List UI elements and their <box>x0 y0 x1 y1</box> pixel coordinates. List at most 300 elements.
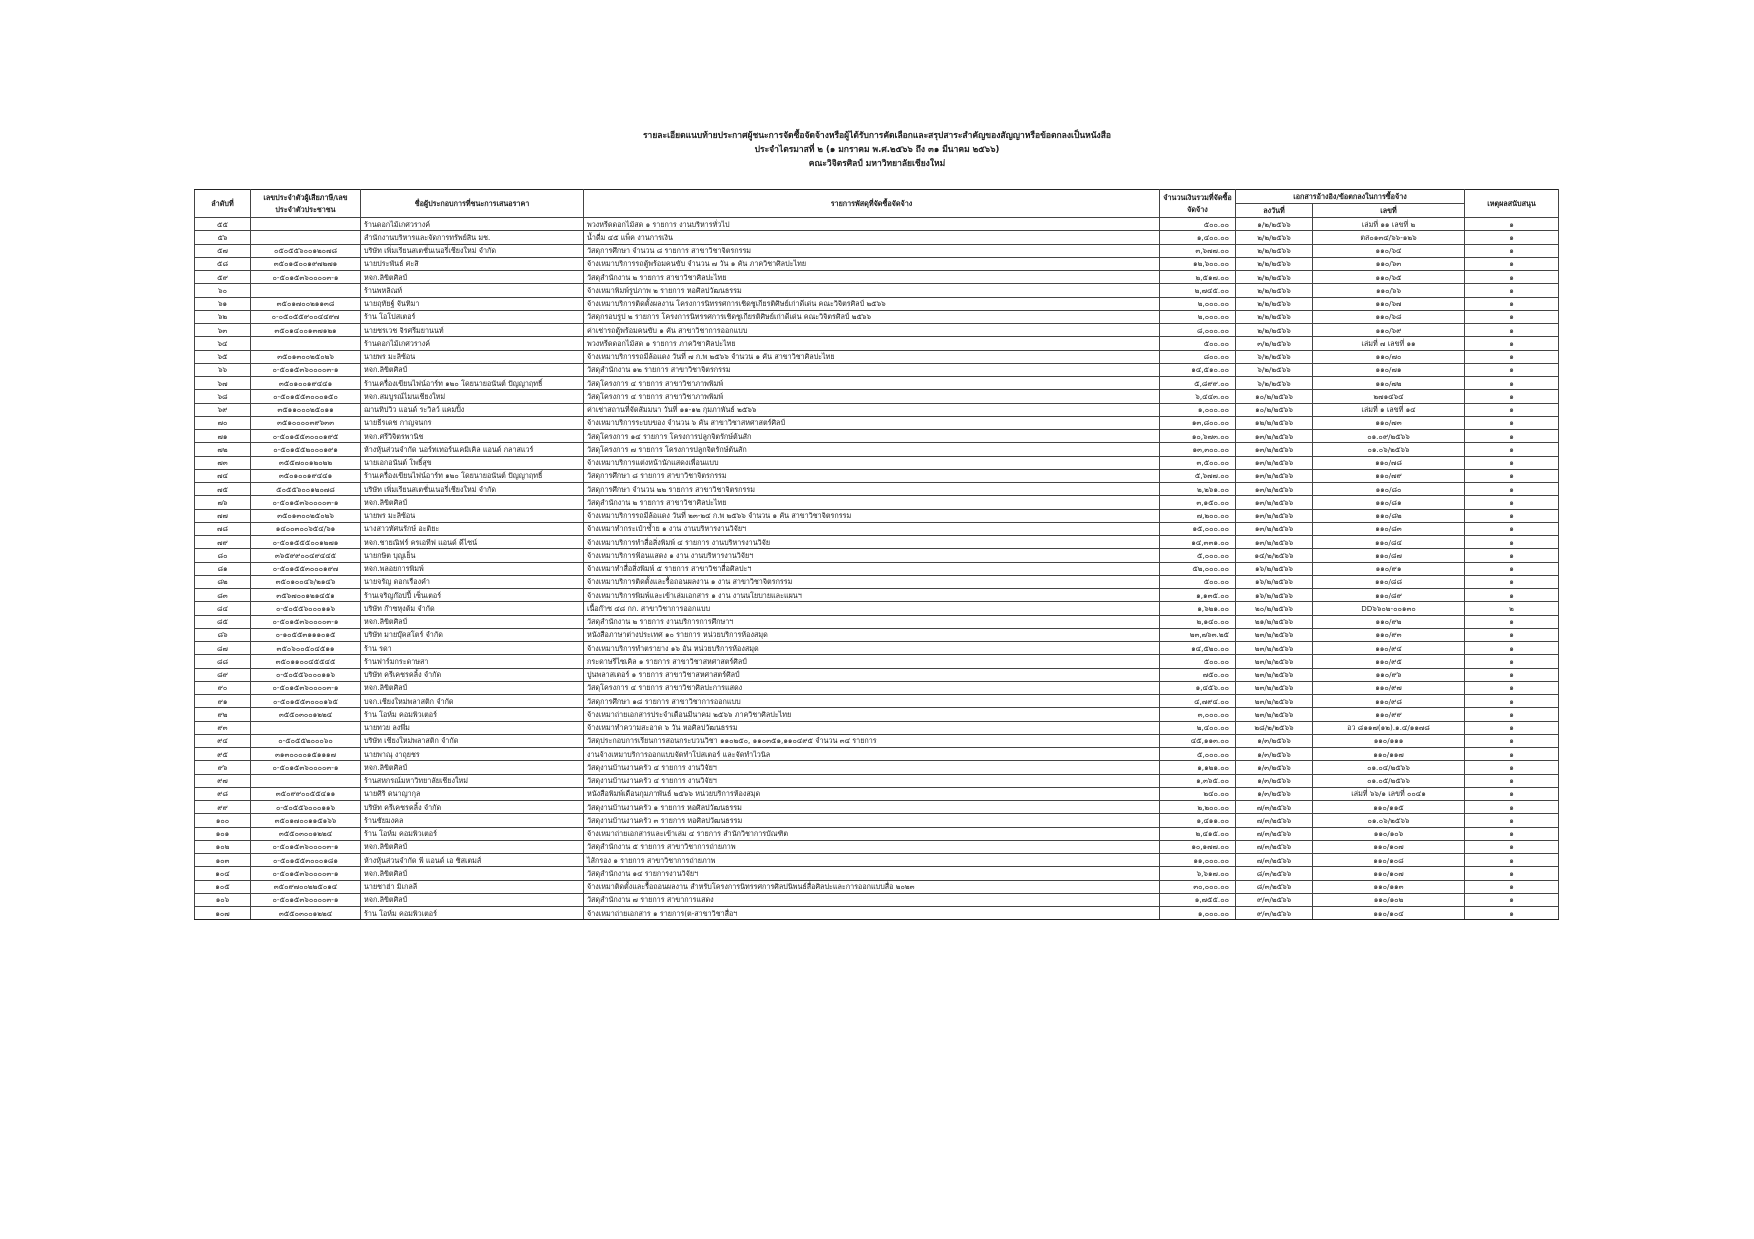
cell-docno: ๑๑๐/๙๗ <box>1313 681 1465 694</box>
cell-vendor: หจก.ลิขิตศิลป์ <box>361 363 584 376</box>
cell-taxid: ๓๕๐๖๐๐๕๐๔๕๑๑ <box>251 642 361 655</box>
cell-no: ๗๘ <box>195 522 251 535</box>
col-header-amount: จำนวนเงินรวมที่จัดซื้อจัดจ้าง <box>1160 190 1236 218</box>
cell-item: จ้างเหมาทำความสะอาด ๖ วัน หอศิลปวัฒนธรรม <box>584 721 1160 734</box>
cell-date: ๑๓/๒/๒๕๖๖ <box>1236 522 1313 535</box>
cell-taxid <box>251 337 361 350</box>
cell-no: ๗๔ <box>195 469 251 482</box>
cell-vendor: บริษัท มายบุ๊คสโตร์ จำกัด <box>361 628 584 641</box>
cell-vendor: ร้านดอกไม้เกศวรางค์ <box>361 337 584 350</box>
cell-date: ๑๐/๒/๒๕๖๖ <box>1236 390 1313 403</box>
document-organization: คณะวิจิตรศิลป์ มหาวิทยาลัยเชียงใหม่ <box>808 159 946 169</box>
cell-amount: ๔,๗๙๔.๐๐ <box>1160 695 1236 708</box>
cell-vendor: หจก.ลิขิตศิลป์ <box>361 840 584 853</box>
cell-amount: ๒,๐๐๐.๐๐ <box>1160 310 1236 323</box>
table-row <box>195 787 1559 800</box>
cell-vendor: ฌานทิปวิว แอนด์ ระวิลว์ แคมปิ้ง <box>361 403 584 416</box>
cell-item: วัสดุโครงการ ๗ รายการ โครงการปลูกจิตรักษ์ต้นสัก <box>584 443 1160 456</box>
cell-date: ๑๓/๒/๒๕๖๖ <box>1236 483 1313 496</box>
cell-taxid: ๓๕๐๑๕๐๐๑๙๗๒๗๑ <box>251 257 361 270</box>
table-row <box>195 708 1559 721</box>
cell-item: วัสดุงานบ้านงานครัว ๓ รายการ หอศิลปวัฒนธรรม <box>584 814 1160 827</box>
table-row <box>195 350 1559 363</box>
cell-item: จ้างเหมาถ่ายเอกสารและเข้าเล่ม ๔ รายการ สำนักวิชาการบัณฑิต <box>584 827 1160 840</box>
cell-vendor: นายทวย ลงพึ่ม <box>361 721 584 734</box>
cell-reason: ๑ <box>1465 509 1559 522</box>
cell-date: ๒๘/๒/๒๕๖๖ <box>1236 721 1313 734</box>
cell-taxid: ๓๕๑๐๐๐๐๓๙๖๓๓ <box>251 416 361 429</box>
cell-no: ๕๕ <box>195 218 251 231</box>
cell-date: ๒๓/๒/๒๕๖๖ <box>1236 708 1313 721</box>
cell-reason: ๑ <box>1465 748 1559 761</box>
table-row <box>195 496 1559 509</box>
cell-taxid: ๐-๑๐๕๕๓๑๑๑๐๑๕ <box>251 628 361 641</box>
cell-vendor: ร้านพหลิณท์ <box>361 284 584 297</box>
cell-reason: ๑ <box>1465 403 1559 416</box>
cell-amount: ๖,๔๔๓.๐๐ <box>1160 390 1236 403</box>
cell-vendor: บริษัท ครีเคชรคลิ้ง จำกัด <box>361 801 584 814</box>
cell-item: จ้างเหมาถ่ายเอกสาร ๑ รายการ(ต-สาขาวิชาสื่อฯ <box>584 907 1160 920</box>
cell-date: ๑๖/๒/๒๕๖๖ <box>1236 589 1313 602</box>
cell-docno: ๑๑๐/๑๐๖ <box>1313 827 1465 840</box>
cell-taxid: ๐-๕๐๑๕๕๓๐๐๐๑๕๐ <box>251 390 361 403</box>
cell-taxid: ๓๕๐๑๐๐๑๙๔๔๑ <box>251 469 361 482</box>
cell-reason: ๑ <box>1465 549 1559 562</box>
cell-reason: ๑ <box>1465 761 1559 774</box>
cell-date: ๒/๒/๒๕๖๖ <box>1236 324 1313 337</box>
cell-no: ๕๙ <box>195 271 251 284</box>
table-row <box>195 761 1559 774</box>
cell-item: วัสดุโครงการ ๔ รายการ สาขาวิชาศิลปะการแสดง <box>584 681 1160 694</box>
cell-amount: ๓๐,๐๐๐.๐๐ <box>1160 880 1236 893</box>
cell-vendor: หจก.สมบูรณ์ไมนเชียงใหม่ <box>361 390 584 403</box>
cell-amount: ๑,๑๒๑.๐๐ <box>1160 761 1236 774</box>
cell-no: ๙๓ <box>195 721 251 734</box>
cell-docno: ๑๑๐/๘๙ <box>1313 589 1465 602</box>
cell-vendor: ร้าน โอโปสเตอร์ <box>361 310 584 323</box>
col-header-vendor: ชื่อผู้ประกอบการที่ชนะการเสนอราคา <box>361 190 584 218</box>
cell-taxid: ๓๕๐๑๓๐๐๒๕๐๒๖ <box>251 350 361 363</box>
cell-vendor: หจก.ลิขิตศิลป์ <box>361 681 584 694</box>
cell-no: ๗๗ <box>195 509 251 522</box>
cell-taxid: ๓๕๐๑๐๐๑๙๔๔๑ <box>251 377 361 390</box>
cell-reason: ๑ <box>1465 655 1559 668</box>
cell-date: ๒๓/๒/๒๕๖๖ <box>1236 695 1313 708</box>
cell-docno: ๑๑๐/๙๑ <box>1313 562 1465 575</box>
cell-docno: ๒๗๑๔๖๔ <box>1313 390 1465 403</box>
cell-taxid: ๕๐๕๕๖๐๐๑๒๐๗๘ <box>251 483 361 496</box>
cell-docno: ๑๑๐/๘๓ <box>1313 522 1465 535</box>
cell-reason: ๑ <box>1465 244 1559 257</box>
cell-no: ๙๕ <box>195 748 251 761</box>
cell-taxid: ๓๕๑๑๐๐๐๒๕๐๑๑ <box>251 403 361 416</box>
cell-taxid: ๓๕๕๗๐๐๑๒๐๒๒ <box>251 456 361 469</box>
cell-vendor: ร้านดอกไม้เกศวรางค์ <box>361 218 584 231</box>
cell-reason: ๑ <box>1465 363 1559 376</box>
cell-amount: ๖,๖๑๗.๐๐ <box>1160 867 1236 880</box>
cell-vendor: หจก.พลอยการพิมพ์ <box>361 562 584 575</box>
cell-taxid <box>251 721 361 734</box>
cell-taxid: ๐-๕๐๕๕๒๐๐๐๖๐ <box>251 734 361 747</box>
cell-item: จ้างเหมาบริการทำสื่อสิ่งพิมพ์ ๔ รายการ งานบริหารงานวิจัย <box>584 536 1160 549</box>
table-row <box>195 642 1559 655</box>
cell-no: ๖๘ <box>195 390 251 403</box>
cell-date: ๓/๒/๒๕๖๖ <box>1236 337 1313 350</box>
document-title-block <box>0 129 1754 171</box>
cell-amount: ๒๔๐.๐๐ <box>1160 787 1236 800</box>
cell-date: ๑/๓/๒๕๖๖ <box>1236 787 1313 800</box>
cell-date: ๑๓/๒/๒๕๖๖ <box>1236 430 1313 443</box>
table-row <box>195 801 1559 814</box>
cell-item: จ้างเหมาบริการรถตู้พร้อมคนขับ จำนวน ๗ วัน ๑ คัน ภาควิชาศิลปะไทย <box>584 257 1160 270</box>
cell-amount: ๑๕,๐๐๐.๐๐ <box>1160 522 1236 535</box>
cell-vendor: บริษัท เชียงใหม่พลาสติก จำกัด <box>361 734 584 747</box>
cell-vendor: บริษัท เพิ่มเรียนสเตชั่นเนอรี่เชียงใหม่ จำกัด <box>361 483 584 496</box>
cell-docno: ๑๑๐/๘๔ <box>1313 536 1465 549</box>
cell-reason: ๑ <box>1465 774 1559 787</box>
cell-vendor: นายฤทัยฐ์ จันทิมา <box>361 297 584 310</box>
cell-amount: ๕,๐๐๐.๐๐ <box>1160 549 1236 562</box>
cell-amount: ๑,๖๒๑.๐๐ <box>1160 602 1236 615</box>
cell-reason: ๑ <box>1465 642 1559 655</box>
cell-no: ๗๑ <box>195 430 251 443</box>
cell-taxid: ๐-๕๐๑๕๓๖๐๐๐๐๓-๑ <box>251 496 361 509</box>
cell-date: ๑๓/๒/๒๕๖๖ <box>1236 509 1313 522</box>
cell-taxid: ๐-๕๐๑๕๓๖๐๐๐๐๓-๑ <box>251 615 361 628</box>
cell-reason: ๑ <box>1465 416 1559 429</box>
cell-item: จ้างเหมาถ่ายเอกสารประจำเดือนมีนาคม ๒๕๖๖ ภาควิชาศิลปะไทย <box>584 708 1160 721</box>
cell-taxid: ๐-๕๐๕๕๖๐๐๐๑๑๖ <box>251 801 361 814</box>
cell-vendor: หจก.ลิขิตศิลป์ <box>361 496 584 509</box>
cell-no: ๖๙ <box>195 403 251 416</box>
cell-taxid: ๐-๕๐๑๕๓๖๐๐๐๐๓-๑ <box>251 867 361 880</box>
cell-date: ๖/๒/๒๕๖๖ <box>1236 377 1313 390</box>
table-body <box>195 218 1559 920</box>
cell-reason: ๑ <box>1465 257 1559 270</box>
cell-reason: ๑ <box>1465 575 1559 588</box>
cell-reason: ๑ <box>1465 522 1559 535</box>
cell-no: ๙๙ <box>195 801 251 814</box>
cell-taxid: ๓๕๐๙๗๐๐๒๒๕๐๑๔ <box>251 880 361 893</box>
cell-item: วัสดุสำนักงาน ๕ รายการ สาขาวิชาการถ่ายภาพ <box>584 840 1160 853</box>
cell-date: ๗/๓/๒๕๖๖ <box>1236 854 1313 867</box>
cell-amount: ๑,๓๖๕.๐๐ <box>1160 774 1236 787</box>
cell-docno: ๑๑๐/๖๘ <box>1313 310 1465 323</box>
cell-item: จ้างเหมาพิมพ์รูปภาพ ๒ รายการ หอศิลปวัฒนธรรม <box>584 284 1160 297</box>
cell-no: ๑๐๗ <box>195 907 251 920</box>
cell-item: ปูนพลาสเตอร์ ๑ รายการ สาขาวิชาสหศาสตร์ศิลป์ <box>584 668 1160 681</box>
table-row <box>195 403 1559 416</box>
cell-docno: เล่มที่ ๗ เลขที่ ๑๑ <box>1313 337 1465 350</box>
cell-date: ๗/๓/๒๕๖๖ <box>1236 801 1313 814</box>
cell-docno: ๑๑๐/๘๗ <box>1313 549 1465 562</box>
cell-docno: ๐๑.๐๙/๒๕๖๖ <box>1313 430 1465 443</box>
cell-docno: อว ๘๑๑๗(๑๒).๑.๔/๑๑๗๘ <box>1313 721 1465 734</box>
cell-docno: ๑๑๐/๗๓ <box>1313 416 1465 429</box>
cell-reason: ๑ <box>1465 483 1559 496</box>
table-row <box>195 893 1559 906</box>
cell-item: จ้างเหมาทำกระเป๋าซ้ำย ๑ งาน งานบริหารงานวิจัยฯ <box>584 522 1160 535</box>
cell-docno: ๑๑๐/๙๔ <box>1313 642 1465 655</box>
cell-item: จ้างเหมาบริการแต่งหน้านักแสดงเพื่อนแบบ <box>584 456 1160 469</box>
cell-no: ๙๗ <box>195 774 251 787</box>
cell-amount: ๕๐๐.๐๐ <box>1160 337 1236 350</box>
cell-reason: ๑ <box>1465 893 1559 906</box>
document-title: รายละเอียดแนบท้ายประกาศผู้ชนะการจัดซื้อจัดจ้างหรือผู้ได้รับการคัดเลือกและสรุปสาระสำคัญของสัญญาหรือข้อตกลงเป็นหนังสือ <box>642 131 1112 141</box>
cell-taxid: ๐-๕๐๑๕๓๖๐๐๐๐๓-๑ <box>251 681 361 694</box>
cell-taxid: ๐-๕๐๑๕๓๖๐๐๐๐๓-๑ <box>251 271 361 284</box>
cell-reason: ๑ <box>1465 430 1559 443</box>
cell-reason: ๑ <box>1465 284 1559 297</box>
cell-date: ๒๐/๒/๒๕๖๖ <box>1236 602 1313 615</box>
cell-amount: ๓,๑๕๐.๐๐ <box>1160 496 1236 509</box>
cell-docno: ๑๑๐/๑๐๒ <box>1313 893 1465 906</box>
cell-docno: ๑๑๐/๖๗ <box>1313 297 1465 310</box>
cell-docno: ตส๐๑๓๔/๖๖-๑๒๖ <box>1313 231 1465 244</box>
cell-no: ๗๙ <box>195 536 251 549</box>
cell-date: ๑/๓/๒๕๖๖ <box>1236 774 1313 787</box>
cell-taxid <box>251 231 361 244</box>
cell-taxid: ๐-๕๐๑๕๕๓๐๐๐๑๘๑ <box>251 854 361 867</box>
cell-no: ๘๑ <box>195 562 251 575</box>
cell-vendor: ร้านชัยมงคล <box>361 814 584 827</box>
cell-docno: ๑๑๐/๘๑ <box>1313 496 1465 509</box>
cell-vendor: หจก.ลิขิตศิลป์ <box>361 761 584 774</box>
cell-vendor: นายชรเวช จิรศรีมยานนท์ <box>361 324 584 337</box>
col-header-docno: เลขที่ <box>1313 204 1465 218</box>
cell-vendor: บริษัท ก๊าซหุงต้ม จำกัด <box>361 602 584 615</box>
table-row <box>195 907 1559 920</box>
cell-docno: ๑๑๐/๖๓ <box>1313 257 1465 270</box>
cell-amount: ๕,๐๐๐.๐๐ <box>1160 748 1236 761</box>
cell-item: วัสดุงานบ้านงานครัว ๔ รายการ งานวิจัยฯ <box>584 774 1160 787</box>
cell-reason: ๑ <box>1465 377 1559 390</box>
cell-date: ๖/๒/๒๕๖๖ <box>1236 363 1313 376</box>
cell-taxid: ๓๕๐๑๗๐๐๑๑๕๑๖๖ <box>251 814 361 827</box>
table-row <box>195 456 1559 469</box>
cell-vendor: บริษัท ครีเคชรคลิ้ง จำกัด <box>361 668 584 681</box>
cell-amount: ๘,๐๐๐.๐๐ <box>1160 324 1236 337</box>
cell-amount: ๒,๑๔๐.๐๐ <box>1160 615 1236 628</box>
cell-no: ๙๑ <box>195 695 251 708</box>
cell-taxid: ๐-๕๐๑๕๓๖๐๐๐๐๓-๑ <box>251 363 361 376</box>
cell-item: วัสดุโครงการ ๔ รายการ สาขาวิชาภาพพิมพ์ <box>584 390 1160 403</box>
cell-amount: ๑,๑๓๕.๐๐ <box>1160 589 1236 602</box>
cell-taxid: ๓๕๐๙๙๐๐๕๕๔๑๑ <box>251 787 361 800</box>
cell-item: หนังสือภาษาต่างประเทศ ๑๐ รายการ หน่วยบริการห้องสมุด <box>584 628 1160 641</box>
cell-item: วัสดุสำนักงาน ๒ รายการ งานบริการการศึกษาฯ <box>584 615 1160 628</box>
cell-taxid: ๓๑๓๐๐๐๐๑๕๑๑๑๗ <box>251 748 361 761</box>
cell-vendor: หจก.ลิขิตศิลป์ <box>361 271 584 284</box>
cell-date: ๒๑/๒/๒๕๖๖ <box>1236 615 1313 628</box>
cell-vendor: ร้านเจริญก๊อปปี้ เซ็นเตอร์ <box>361 589 584 602</box>
cell-item: วัสดุสำนักงาน ๑๒ รายการ สาขาวิชาจิตรกรรม <box>584 363 1160 376</box>
cell-docno: เล่มที่ ๑ เลขที่ ๑๔ <box>1313 403 1465 416</box>
cell-docno: ๑๑๐/๑๐๗ <box>1313 867 1465 880</box>
cell-amount: ๒,๗๔๕.๐๐ <box>1160 284 1236 297</box>
cell-docno: ๑๑๐/๑๐๔ <box>1313 907 1465 920</box>
table-row <box>195 814 1559 827</box>
col-header-date: ลงวันที่ <box>1236 204 1313 218</box>
cell-item: จ้างเหมาทำสื่อสิ่งพิมพ์ ๕ รายการ สาขาวิชาสื่อศิลปะฯ <box>584 562 1160 575</box>
cell-amount: ๒,๒๖๑.๐๐ <box>1160 483 1236 496</box>
cell-amount: ๗๕๐.๐๐ <box>1160 668 1236 681</box>
cell-date: ๒/๒/๒๕๖๖ <box>1236 244 1313 257</box>
cell-docno: ๐๑.๐๖/๒๕๖๖ <box>1313 814 1465 827</box>
cell-no: ๙๔ <box>195 734 251 747</box>
cell-amount: ๑๑,๐๐๐.๐๐ <box>1160 854 1236 867</box>
cell-date: ๒/๒/๒๕๖๖ <box>1236 297 1313 310</box>
cell-no: ๑๐๑ <box>195 827 251 840</box>
cell-reason: ๑ <box>1465 310 1559 323</box>
cell-taxid: ๓๕๐๑๓๐๐๒๕๐๒๖ <box>251 509 361 522</box>
cell-vendor: ร้าน รดา <box>361 642 584 655</box>
cell-no: ๖๓ <box>195 324 251 337</box>
table-row <box>195 363 1559 376</box>
cell-amount: ๒,๐๐๐.๐๐ <box>1160 297 1236 310</box>
cell-no: ๙๖ <box>195 761 251 774</box>
cell-item: วัสดุงานบ้านงานครัว ๔ รายการ งานวิจัยฯ <box>584 761 1160 774</box>
cell-taxid: ๐-๕๐๑๕๓๖๐๐๐๐๓-๑ <box>251 840 361 853</box>
cell-no: ๕๘ <box>195 257 251 270</box>
table-row <box>195 827 1559 840</box>
cell-vendor: ร้าน โอห์ม คอมพิวเตอร์ <box>361 708 584 721</box>
cell-no: ๖๒ <box>195 310 251 323</box>
cell-docno: ๑๑๐/๘๐ <box>1313 483 1465 496</box>
cell-reason: ๑ <box>1465 350 1559 363</box>
cell-item: วัสดุกรอบรูป ๒ รายการ โครงการนิทรรศการเชิดชูเกียรติศิษย์เก่าดีเด่น คณะวิจิตรศิลป์ ๒๕๖๖ <box>584 310 1160 323</box>
cell-item: ค่าเช่ารถตู้พร้อมคนขับ ๑ คัน สาขาวิชาการออกแบบ <box>584 324 1160 337</box>
table-row <box>195 297 1559 310</box>
cell-vendor: ร้านฟาร์มกระดาษสา <box>361 655 584 668</box>
cell-item: วัสดุสำนักงาน ๒ รายการ สาขาวิชาศิลปะไทย <box>584 271 1160 284</box>
cell-docno: ๑๑๐/๑๑๕ <box>1313 801 1465 814</box>
cell-vendor: บริษัท เพิ่มเรียนสเตชั่นเนอรี่เชียงใหม่ จำกัด <box>361 244 584 257</box>
col-header-reason: เหตุผลสนับสนุน <box>1465 190 1559 218</box>
cell-no: ๘๘ <box>195 655 251 668</box>
cell-reason: ๑ <box>1465 589 1559 602</box>
cell-docno: ๑๑๐/๙๕ <box>1313 655 1465 668</box>
cell-reason: ๑ <box>1465 271 1559 284</box>
cell-amount: ๑,๐๐๐.๐๐ <box>1160 907 1236 920</box>
cell-no: ๕๖ <box>195 231 251 244</box>
cell-vendor: หจก.ศรีวิจิตรพานิช <box>361 430 584 443</box>
table-row <box>195 721 1559 734</box>
cell-docno: ๑๑๐/๖๔ <box>1313 244 1465 257</box>
table-row <box>195 257 1559 270</box>
cell-item: วัสดุโครงการ ๑๔ รายการ โครงการปลูกจิตรักษ์ต้นสัก <box>584 430 1160 443</box>
cell-taxid: ๓๕๕๐๓๐๐๑๒๒๔ <box>251 827 361 840</box>
cell-date: ๑๓/๒/๒๕๖๖ <box>1236 456 1313 469</box>
cell-reason: ๑ <box>1465 708 1559 721</box>
cell-taxid: ๐-๕๐๑๕๓๖๐๐๐๐๓-๑ <box>251 761 361 774</box>
cell-vendor: นายกษิต บุญเย็น <box>361 549 584 562</box>
cell-docno: ๑๑๐/๘๘ <box>1313 575 1465 588</box>
cell-reason: ๑ <box>1465 536 1559 549</box>
table-row <box>195 310 1559 323</box>
table-row <box>195 483 1559 496</box>
cell-docno: ๑๑๐/๘๒ <box>1313 509 1465 522</box>
table-row <box>195 562 1559 575</box>
cell-docno: ๐๑.๐๕/๒๕๖๖ <box>1313 774 1465 787</box>
cell-no: ๗๐ <box>195 416 251 429</box>
table-row <box>195 602 1559 615</box>
cell-docno: ๑๑๐/๗๙ <box>1313 469 1465 482</box>
cell-docno: ๑๑๐/๙๘ <box>1313 695 1465 708</box>
cell-date: ๒/๒/๒๕๖๖ <box>1236 284 1313 297</box>
table-row <box>195 615 1559 628</box>
cell-amount: ๒,๔๐๐.๐๐ <box>1160 721 1236 734</box>
cell-no: ๙๒ <box>195 708 251 721</box>
table-row <box>195 244 1559 257</box>
cell-taxid <box>251 284 361 297</box>
cell-no: ๖๕ <box>195 350 251 363</box>
table-row <box>195 748 1559 761</box>
table-row <box>195 416 1559 429</box>
cell-reason: ๑ <box>1465 734 1559 747</box>
cell-date: ๙/๓/๒๕๖๖ <box>1236 907 1313 920</box>
cell-amount: ๑๔,๓๓๑.๐๐ <box>1160 536 1236 549</box>
cell-amount: ๑๒,๖๐๐.๐๐ <box>1160 257 1236 270</box>
cell-no: ๘๒ <box>195 575 251 588</box>
cell-no: ๑๐๓ <box>195 854 251 867</box>
cell-taxid: ๐-๕๐๕๕๖๐๐๐๑๑๖ <box>251 602 361 615</box>
cell-taxid: ๐-๕๐๑๕๕๓๐๐๐๑๖๕ <box>251 695 361 708</box>
cell-vendor: นายพร มะลิซ้อน <box>361 350 584 363</box>
table-row <box>195 867 1559 880</box>
cell-no: ๖๖ <box>195 363 251 376</box>
cell-vendor: หจก.ลิขิตศิลป์ <box>361 615 584 628</box>
cell-vendor: หจก.ลิขิตศิลป์ <box>361 893 584 906</box>
cell-reason: ๑ <box>1465 668 1559 681</box>
cell-item: จ้างเหมาบริการฟ้อนแสดง ๑ งาน งานบริหารงานวิจัยฯ <box>584 549 1160 562</box>
cell-item: วัสดุการศึกษา ๘ รายการ สาขาวิชาจิตรกรรม <box>584 469 1160 482</box>
cell-date: ๖/๒/๒๕๖๖ <box>1236 350 1313 363</box>
cell-item: วัสดุสำนักงาน ๗ รายการ สาขาการแสดง <box>584 893 1160 906</box>
cell-taxid: ๓๕๐๑๐๐๔๖/๒๑๔๖ <box>251 575 361 588</box>
cell-item: กระดาษรีไซเคิล ๑ รายการ สาขาวิชาสหศาสตร์ศิลป์ <box>584 655 1160 668</box>
cell-no: ๘๕ <box>195 615 251 628</box>
cell-amount: ๑๔,๕๑๐.๐๐ <box>1160 363 1236 376</box>
cell-item: เนื้อก๊าซ ๔๘ กก. สาขาวิชาการออกแบบ <box>584 602 1160 615</box>
cell-reason: ๑ <box>1465 840 1559 853</box>
cell-reason: ๑ <box>1465 787 1559 800</box>
cell-no: ๘๖ <box>195 628 251 641</box>
cell-item: วัสดุโครงการ ๔ รายการ สาขาวิชาภาพพิมพ์ <box>584 377 1160 390</box>
cell-item: วัสดุการศึกษา จำนวน ๘ รายการ สาขาวิชาจิตรกรรม <box>584 244 1160 257</box>
cell-amount: ๒,๔๑๕.๐๐ <box>1160 827 1236 840</box>
table-row <box>195 536 1559 549</box>
cell-docno: ๑๑๐/๑๑๗ <box>1313 748 1465 761</box>
table-row <box>195 284 1559 297</box>
cell-taxid: ๓๕๕๐๓๐๐๑๒๒๔ <box>251 907 361 920</box>
cell-item: จ้างเหมาติดตั้งและรื้อถอนผลงาน สำหรับโครงการนิทรรศการศิลปนิพนธ์สื่อศิลปะและการออกแบบสื่อ ๒๐๒๓ <box>584 880 1160 893</box>
cell-reason: ๑ <box>1465 469 1559 482</box>
col-header-taxid: เลขประจำตัวผู้เสียภาษี/เลขประจำตัวประชาชน <box>251 190 361 218</box>
cell-docno: ๑๑๐/๗๐ <box>1313 350 1465 363</box>
cell-amount: ๓,๐๐๐.๐๐ <box>1160 708 1236 721</box>
cell-vendor: ร้านเครื่องเขียนไฟน์อาร์ท ๑๒๐ โดยนายอนันต์ ปัญญาฤทธิ์ <box>361 377 584 390</box>
cell-no: ๙๐ <box>195 681 251 694</box>
cell-date: ๗/๓/๒๕๖๖ <box>1236 827 1313 840</box>
cell-reason: ๑ <box>1465 628 1559 641</box>
table-row <box>195 840 1559 853</box>
cell-vendor: นายพาณุ งาถุยชร <box>361 748 584 761</box>
cell-amount: ๑,๔๕๖.๐๐ <box>1160 681 1236 694</box>
cell-amount: ๓,๕๐๐.๐๐ <box>1160 456 1236 469</box>
cell-docno: ๑๑๐/๙๖ <box>1313 668 1465 681</box>
cell-item: จ้างเหมาบริการติดตั้งผลงาน โครงการนิทรรศการเชิดชูเกียรติศิษย์เก่าดีเด่น คณะวิจิตรศิลป์ ๒๕๖๖ <box>584 297 1160 310</box>
